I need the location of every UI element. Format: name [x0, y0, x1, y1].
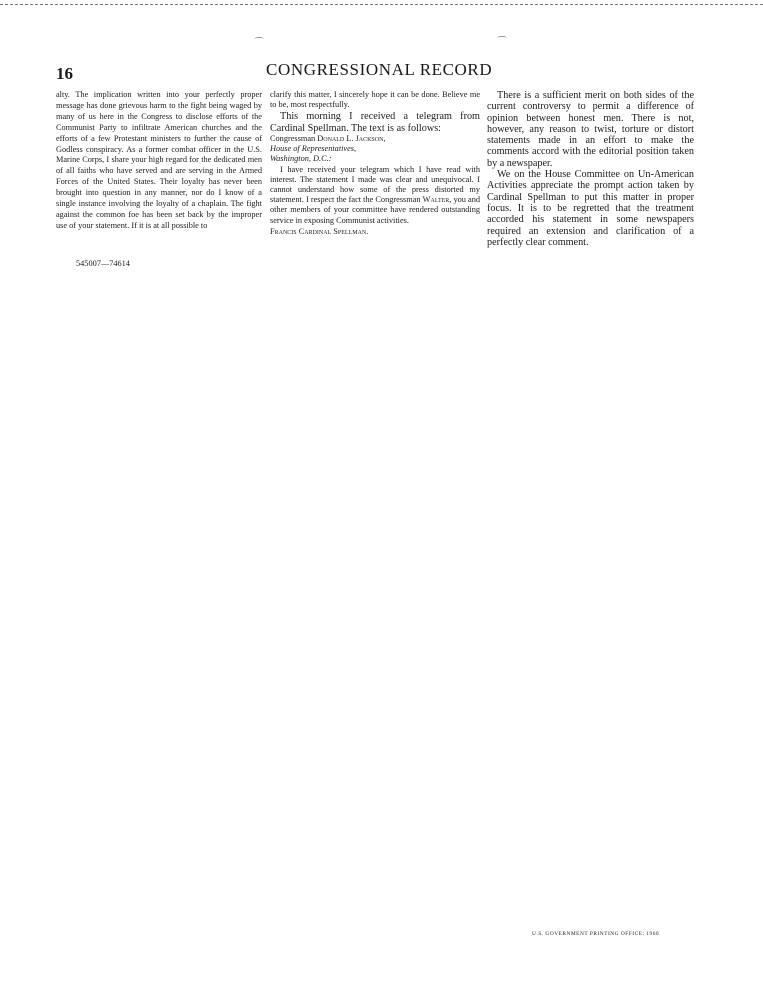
top-scan-rule: [0, 4, 763, 5]
telegram-name: Walter: [422, 195, 450, 205]
telegram-body: [270, 165, 480, 226]
page-header: [56, 60, 708, 84]
body-paragraph: clarify this matter, I sincerely hope it can be done. Believe me to be, most respectfully.: [270, 90, 480, 110]
body-paragraph: alty. The implication written into your perfectly proper message has done grievous harm to the fight being waged by many of us here in the Congress to disclose efforts of the Communist Party to infiltrate American churches and the efforts of a few Protestant ministers to further the cause of Godless conspiracy. As a former combat officer in the U.S. Marine Corps, I share your high regard for the dedicated men of all faiths who have served and are serving in the Armed Forces of the United States. Their loyalty has never been brought into question in any manner, nor do I know of a single instance involving the loyalty of a chaplain. The fight against the common foe has been set back by the improper use of your statement. If it is at all possible to: [56, 90, 262, 230]
telegram-address-line: Washington, D.C.:: [270, 154, 332, 164]
text-column-2: [270, 90, 480, 237]
addressee-prefix: Congressman: [270, 134, 318, 143]
telegram-address-line: House of Representatives,: [270, 144, 357, 154]
addressee-name: Donald L. Jackson,: [317, 134, 386, 143]
body-paragraph: We on the House Committee on Un-American Activities appreciate the prompt action taken by Cardinal Spellman to put this matter in proper focus. It is to be regretted that the treatment accorded his statement in some newspapers required an extension and clarification of a perfectly clear comment.: [487, 169, 694, 248]
text-column-1: [56, 90, 262, 232]
body-paragraph: This morning I received a telegram from Cardinal Spellman. The text is as follows:: [270, 111, 480, 134]
page-number: 16: [56, 64, 73, 83]
scan-speck: ⌒: [497, 37, 507, 48]
scan-speck: ⌒: [254, 38, 264, 49]
telegram-signature: Francis Cardinal Spellman.: [270, 226, 369, 236]
text-column-3: [487, 90, 694, 248]
telegram-text: I have received your telegram which I have read with interest. The statement I made was clear and unequivocal. I cannot understand how some of the press distorted my statement. I respect the fact the Congressman: [270, 164, 480, 205]
telegram-addressee: [270, 134, 480, 144]
printer-imprint: U.S. GOVERNMENT PRINTING OFFICE: 1960: [532, 931, 660, 937]
job-number: 545007—74614: [76, 259, 130, 268]
body-paragraph: There is a sufficient merit on both sides of the current controversy to permit a difference of opinion between honest men. There is not, however, any reason to twist, torture or distort statements made in an effort to make the comments accord with the editorial position taken by a newspaper.: [487, 90, 694, 169]
journal-title: CONGRESSIONAL RECORD: [266, 60, 493, 79]
telegram-text: , you and other members of your committee have rendered outstanding service in exposing Communist activities.: [270, 195, 480, 225]
